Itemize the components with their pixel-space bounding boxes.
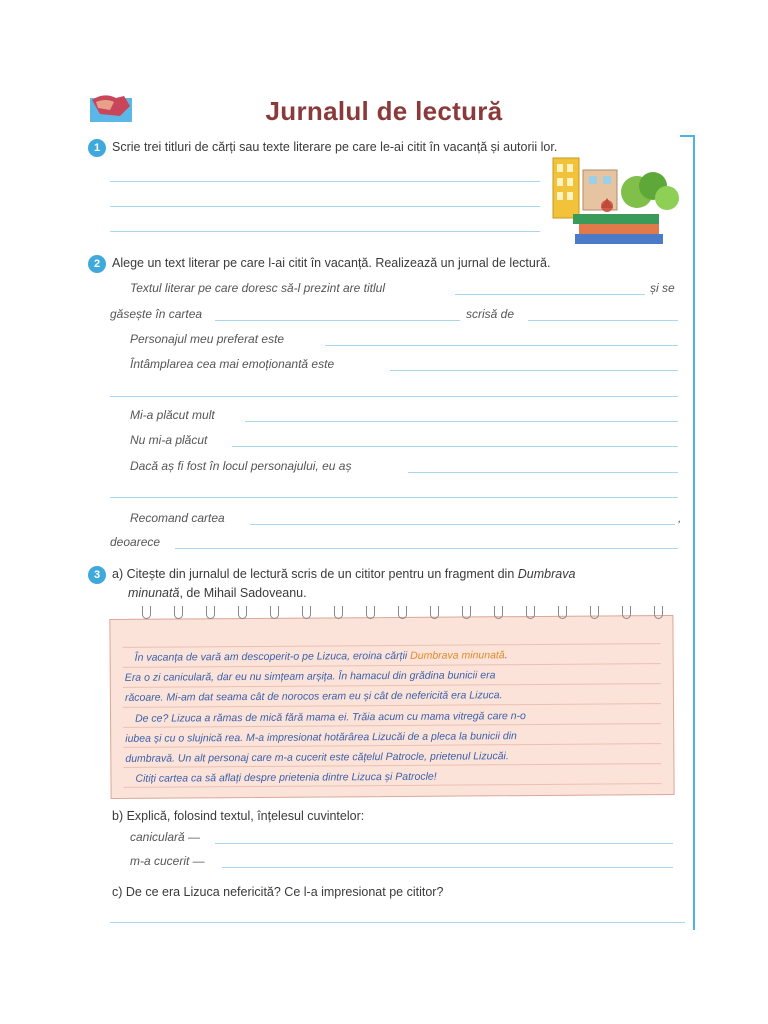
spiral-ring xyxy=(142,606,151,619)
prompt-title: Textul literar pe care doresc să-l prezint are titlul xyxy=(130,281,385,295)
spiral-ring xyxy=(622,606,631,619)
answer-line[interactable] xyxy=(250,524,675,525)
answer-line[interactable] xyxy=(222,867,673,868)
exercise-2-instruction: Alege un text literar pe care l-ai citit în vacanță. Realizează un jurnal de lectură. xyxy=(112,256,551,270)
journal-line-2: Era o zi caniculară, dar eu nu simțeam arșița. În hamacul din grădina bunicii era xyxy=(124,669,496,684)
spiral-ring xyxy=(334,606,343,619)
prompt-liked: Mi-a plăcut mult xyxy=(130,408,215,422)
answer-line[interactable] xyxy=(110,206,540,207)
books-illustration xyxy=(545,150,685,250)
exercise-number-1: 1 xyxy=(88,139,106,157)
spiral-ring xyxy=(238,606,247,619)
prompt-character: Personajul meu preferat este xyxy=(130,332,285,346)
spiral-ring xyxy=(430,606,439,619)
answer-line[interactable] xyxy=(110,231,540,232)
page-title: Jurnalul de lectură xyxy=(265,96,503,126)
answer-line[interactable] xyxy=(325,345,678,346)
spiral-ring xyxy=(366,606,375,619)
spiral-ring xyxy=(302,606,311,619)
exercise-3c-instruction: c) De ce era Lizuca nefericită? Ce l-a impresionat pe cititor? xyxy=(112,885,444,899)
journal-note xyxy=(109,615,674,799)
exercise-3a-line1: a) Citește din jurnalul de lectură scris de un cititor pentru un fragment din Dumbrava xyxy=(112,567,576,581)
spiral-ring xyxy=(590,606,599,619)
spiral-ring xyxy=(270,606,279,619)
prompt-event: Întâmplarea cea mai emoționantă este xyxy=(130,357,335,371)
spiral-ring xyxy=(526,606,535,619)
answer-line[interactable] xyxy=(390,370,678,371)
exercise-3a-line2: minunată, de Mihail Sadoveanu. xyxy=(128,586,307,600)
answer-line[interactable] xyxy=(110,396,678,397)
answer-line[interactable] xyxy=(110,181,540,182)
journal-line-5: iubea și cu o slujnică rea. M-a impresionat hotărârea Lizucăi de a pleca la bunicii din xyxy=(125,730,517,745)
spiral-ring xyxy=(206,606,215,619)
word-m-a-cucerit: m-a cucerit — xyxy=(130,854,205,868)
journal-line-6: dumbravă. Un alt personaj care m-a cucerit este cățelul Patrocle, prietenul Lizucăi. xyxy=(125,750,509,765)
prompt-disliked: Nu mi-a plăcut xyxy=(130,433,208,447)
answer-line[interactable] xyxy=(245,421,678,422)
word-caniculara: caniculară — xyxy=(130,830,201,844)
answer-line[interactable] xyxy=(232,446,678,447)
spiral-ring xyxy=(398,606,407,619)
answer-line[interactable] xyxy=(175,548,678,549)
journal-line-7: Citiți cartea ca să aflați despre prietenia dintre Lizuca și Patrocle! xyxy=(135,770,437,785)
prompt-author: scrisă de xyxy=(466,307,515,321)
exercise-number-2: 2 xyxy=(88,255,106,273)
book-title: Dumbrava xyxy=(517,567,576,581)
prompt-title-end: și se xyxy=(650,281,675,295)
answer-line[interactable] xyxy=(455,294,645,295)
exercise-number-3: 3 xyxy=(88,566,106,584)
journal-line-3: răcoare. Mi-am dat seama cât de norocos eram eu și cât de nefericită era Lizuca. xyxy=(124,689,503,704)
answer-line[interactable] xyxy=(408,472,678,473)
answer-line[interactable] xyxy=(215,320,460,321)
margin-rule xyxy=(693,135,695,930)
journal-line-4: De ce? Lizuca a rămas de mică fără mama ei. Trăia acum cu mama vitregă care n-o xyxy=(135,710,526,725)
prompt-recommend: Recomand cartea xyxy=(130,511,225,525)
spiral-ring xyxy=(494,606,503,619)
spiral-ring xyxy=(558,606,567,619)
journal-line-1: În vacanța de vară am descoperit-o pe Lizuca, eroina cărții Dumbrava minunată. xyxy=(134,649,508,664)
answer-line[interactable] xyxy=(110,922,685,923)
answer-line[interactable] xyxy=(215,843,673,844)
answer-line[interactable] xyxy=(528,320,678,321)
exercise-3b-instruction: b) Explică, folosind textul, înțelesul cuvintelor: xyxy=(112,809,365,823)
answer-line[interactable] xyxy=(110,497,678,498)
book-title-cont: minunată xyxy=(128,586,180,600)
prompt-because: deoarece xyxy=(110,535,161,549)
spiral-ring xyxy=(462,606,471,619)
spiral-ring xyxy=(654,606,663,619)
spiral-ring xyxy=(174,606,183,619)
exercise-1-instruction: Scrie trei titluri de cărți sau texte literare pe care le-ai citit în vacanță și autorii lor. xyxy=(112,140,558,154)
prompt-book: găsește în cartea xyxy=(110,307,203,321)
prompt-in-place: Dacă aș fi fost în locul personajului, eu aș xyxy=(130,459,352,473)
prompt-recommend-end: , xyxy=(678,511,682,525)
